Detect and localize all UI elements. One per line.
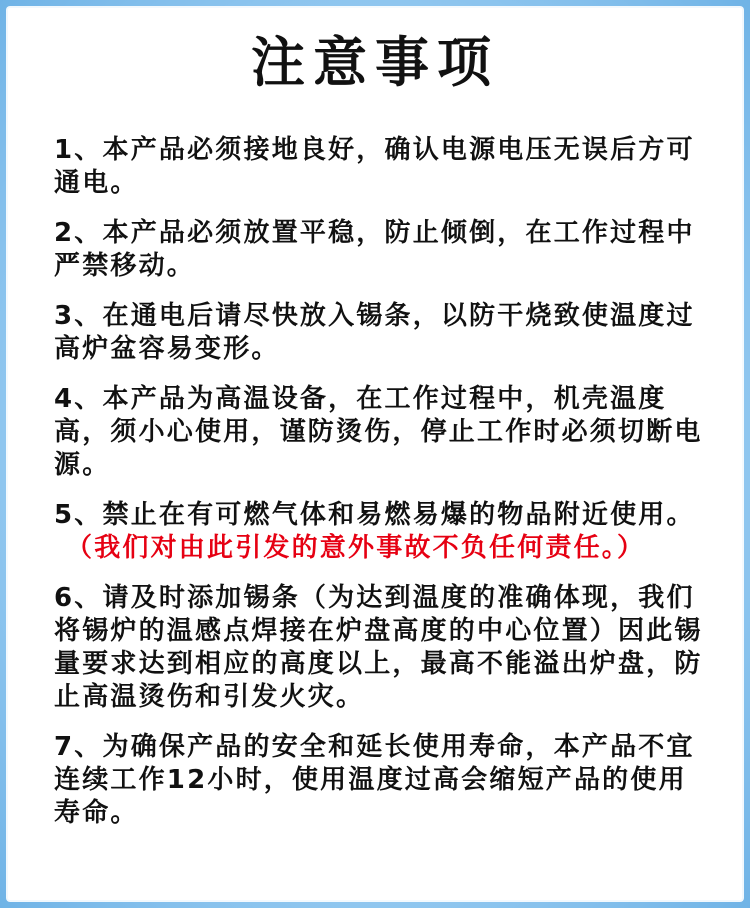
notice-item-3: 3、在通电后请尽快放入锡条，以防干烧致使温度过高炉盆容易变形。 [54,301,695,364]
notice-list [54,134,708,847]
warning-note: （我们对由此引发的意外事故不负任何责任。） [66,533,646,563]
notice-item-2: 2、本产品必须放置平稳，防止倾倒，在工作过程中严禁移动。 [54,218,695,281]
notice-item-6: 6、请及时添加锡条（为达到温度的准确体现，我们将锡炉的温感点焊接在炉盘高度的中心位置）因此锡量要求达到相应的高度以上，最高不能溢出炉盘，防止高温烫伤和引发火灾。 [54,583,703,712]
notice-item-7: 7、为确保产品的安全和延长使用寿命，本产品不宜连续工作12小时，使用温度过高会缩短产品的使用寿命。 [54,732,695,828]
notice-item-1: 1、本产品必须接地良好，确认电源电压无误后方可通电。 [54,135,695,198]
notice-item-4: 4、本产品为高温设备，在工作过程中，机壳温度高，须小心使用，谨防烫伤，停止工作时必须切断电源。 [54,384,703,480]
notice-card [8,8,742,900]
page-title: 注意事项 [251,31,499,94]
notice-item-5: 5、禁止在有可燃气体和易燃易爆的物品附近使用。 [54,500,695,530]
